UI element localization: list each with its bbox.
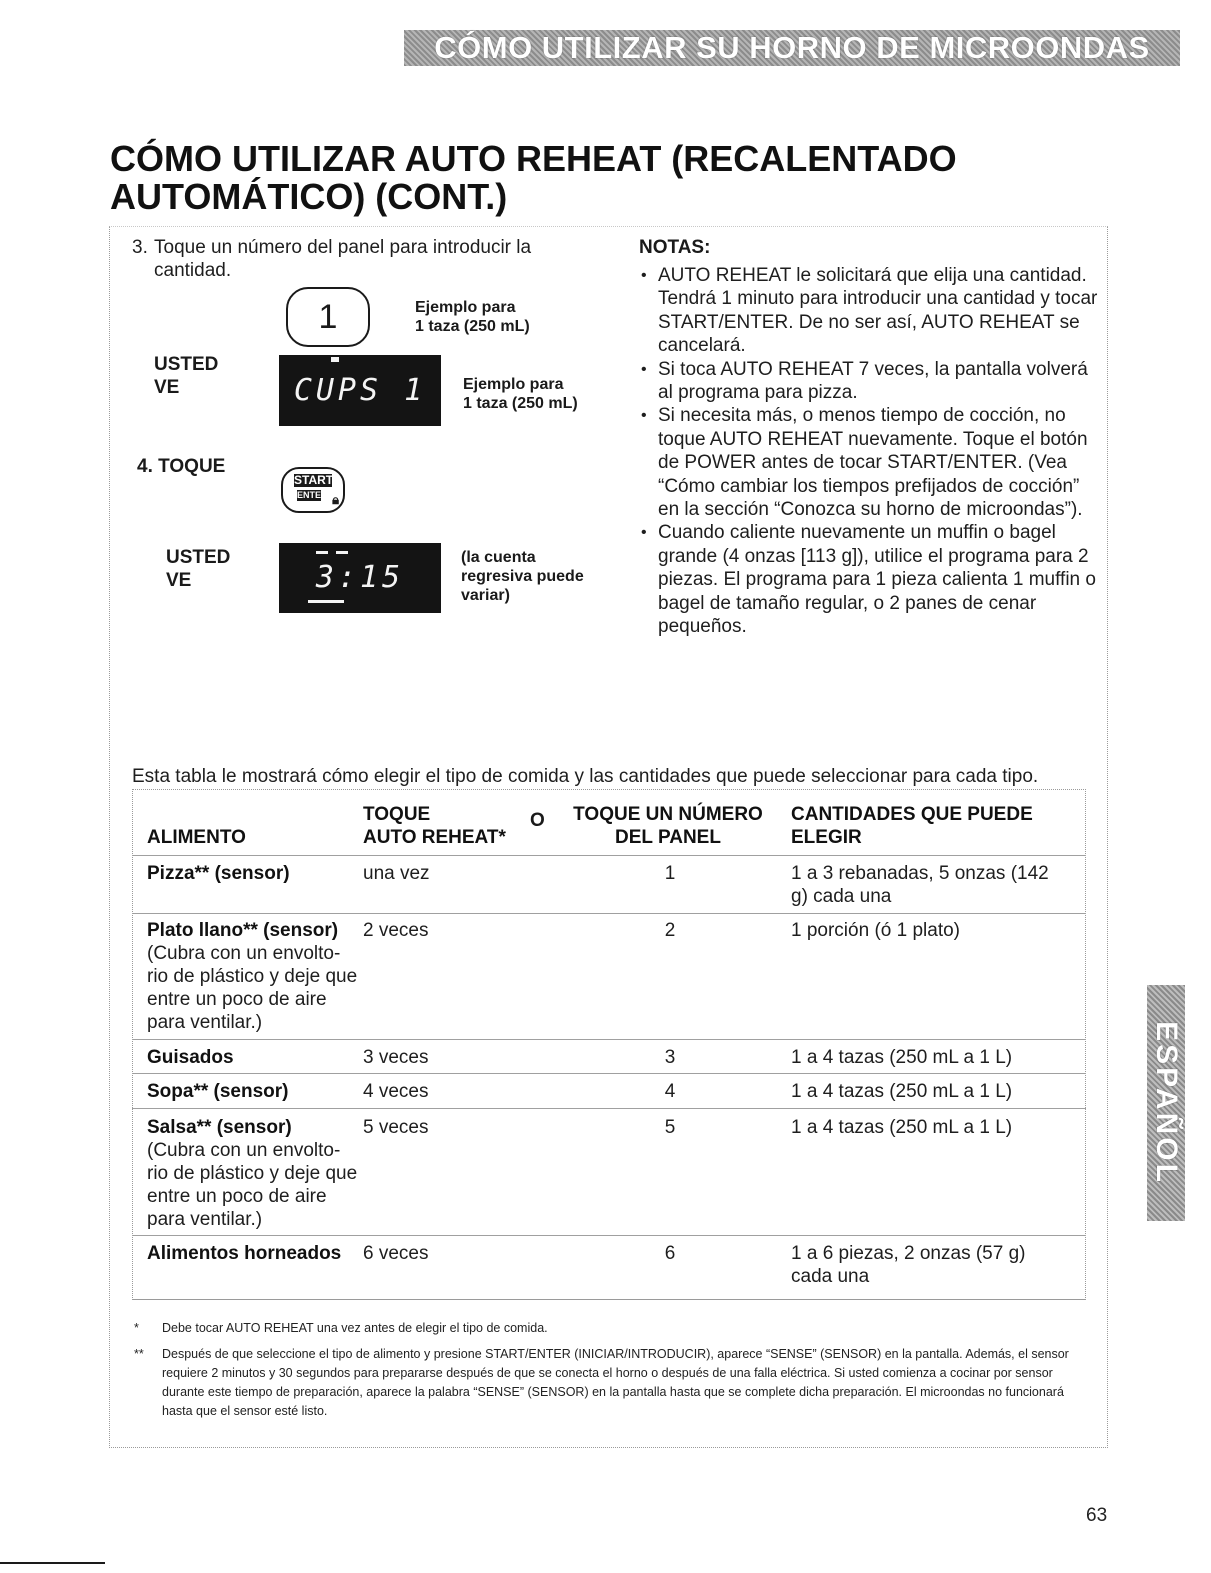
food-name: Plato llano** (sensor)	[147, 920, 339, 941]
step-3-number: 3.	[132, 237, 148, 258]
countdown-caption-line-2: regresiva puede	[461, 568, 584, 585]
touch-count: una vez	[363, 863, 430, 884]
example-caption-1-line-2: 1 taza (250 mL)	[415, 318, 530, 335]
food-note: (Cubra con un envolto- rio de plástico y deje que entre un poco de aire para ventilar.)	[147, 943, 358, 1033]
usted-ve-2-line-1: USTED	[166, 547, 231, 568]
header-number-line-2: DEL PANEL	[615, 827, 721, 848]
start-enter-key	[281, 467, 345, 513]
footer-rule	[0, 1562, 105, 1564]
usted-ve-1-line-2: VE	[154, 377, 180, 398]
display-indicator-4	[308, 600, 344, 603]
quantity: 1 a 4 tazas (250 mL a 1 L)	[791, 1047, 1013, 1068]
header-number-line-1: TOQUE UN NÚMERO	[573, 804, 763, 825]
row-divider	[132, 1039, 1086, 1040]
quantity: 1 a 4 tazas (250 mL a 1 L)	[791, 1117, 1013, 1138]
food-name: Guisados	[147, 1047, 234, 1068]
footnote-2-mark: **	[134, 1347, 144, 1361]
display-cups	[279, 355, 441, 426]
table-intro: Esta tabla le mostrará cómo elegir el tipo de comida y las cantidades que puede seleccionar para cada tipo.	[132, 766, 1039, 787]
notes-heading: NOTAS:	[639, 237, 711, 258]
note-item: • Si toca AUTO REHEAT 7 veces, la pantalla volverá al programa para pizza.	[641, 358, 1101, 405]
panel-number: 2	[664, 920, 676, 941]
panel-number: 5	[664, 1117, 676, 1138]
notes-list	[641, 264, 1101, 639]
touch-count: 6 veces	[363, 1243, 429, 1264]
usted-ve-label-2	[166, 546, 230, 592]
header-quantity-line-2: ELEGIR	[791, 827, 862, 848]
footnote-2	[134, 1345, 1094, 1425]
panel-number: 6	[664, 1243, 676, 1264]
header-food: ALIMENTO	[147, 827, 246, 848]
header-touch-line-1: TOQUE	[363, 804, 431, 825]
page-number: 63	[1086, 1505, 1108, 1526]
example-caption-2	[463, 375, 578, 413]
countdown-caption	[461, 548, 584, 605]
header-quantity	[791, 803, 1033, 849]
header-number	[562, 803, 774, 849]
title-line-1: CÓMO UTILIZAR AUTO REHEAT (RECALENTADO	[110, 138, 957, 179]
header-touch-line-2: AUTO REHEAT*	[363, 827, 506, 848]
step-4-label: 4. TOQUE	[137, 456, 226, 477]
example-caption-1	[415, 298, 530, 336]
footnote-1-text: Debe tocar AUTO REHEAT una vez antes de elegir el tipo de comida.	[162, 1321, 548, 1335]
touch-count: 4 veces	[363, 1081, 429, 1102]
language-side-tab-label: ESPAÑOL	[1150, 1021, 1183, 1185]
display-cups-text: CUPS 1	[293, 373, 427, 408]
display-indicator-1	[331, 357, 339, 362]
quantity: 1 a 6 piezas, 2 onzas (57 g) cada una	[791, 1243, 1026, 1287]
footnote-1-mark: *	[134, 1321, 139, 1335]
example-caption-2-line-1: Ejemplo para	[463, 376, 564, 393]
note-item: • AUTO REHEAT le solicitará que elija una cantidad. Tendrá 1 minuto para introducir una cantidad y tocar START/ENTER. De no ser así, AUTO REHEAT se cancelará.	[641, 264, 1101, 358]
page-title	[110, 140, 1110, 216]
food-note: (Cubra con un envolto- rio de plástico y deje que entre un poco de aire para ventilar.)	[147, 1140, 358, 1230]
food-name: Salsa** (sensor)	[147, 1117, 292, 1138]
quantity: 1 a 3 rebanadas, 5 onzas (142 g) cada una	[791, 863, 1049, 907]
header-or: O	[530, 810, 545, 831]
row-divider	[132, 1073, 1086, 1074]
row-divider	[132, 1108, 1086, 1109]
usted-ve-label-1	[154, 353, 218, 399]
title-line-2: AUTOMÁTICO) (CONT.)	[110, 176, 508, 217]
lock-icon: 🔒︎	[332, 492, 339, 507]
display-countdown	[279, 543, 441, 613]
section-banner: CÓMO UTILIZAR SU HORNO DE MICROONDAS	[404, 30, 1180, 66]
note-item: • Si necesita más, o menos tiempo de cocción, no toque AUTO REHEAT nuevamente. Toque el botón de POWER antes de tocar START/ENTER. (Vea “Cómo cambiar los tiempos prefijados de cocción” en la sección “Conozca su horno de microondas”).	[641, 404, 1101, 521]
display-indicator-3	[336, 551, 348, 554]
row-divider	[132, 1235, 1086, 1236]
header-touch	[363, 803, 506, 849]
touch-count: 2 veces	[363, 920, 429, 941]
start-key-label: START	[294, 473, 334, 487]
row-divider	[132, 855, 1086, 856]
note-item: • Cuando caliente nuevamente un muffin o bagel grande (4 onzas [113 g]), utilice el programa para 2 piezas. El programa para 1 pieza calienta 1 muffin o bagel de tamaño regular, o 2 panes de cenar pequeños.	[641, 521, 1101, 638]
food-name: Sopa** (sensor)	[147, 1081, 289, 1102]
food-name: Alimentos horneados	[147, 1243, 342, 1264]
display-indicator-2	[316, 551, 328, 554]
touch-count: 3 veces	[363, 1047, 429, 1068]
step-3-text: Toque un número del panel para introducir la cantidad.	[154, 237, 532, 281]
display-countdown-text: 3:15	[315, 560, 405, 595]
language-side-tab	[1147, 985, 1185, 1221]
quantity: 1 a 4 tazas (250 mL a 1 L)	[791, 1081, 1013, 1102]
touch-count: 5 veces	[363, 1117, 429, 1138]
panel-number: 4	[664, 1081, 676, 1102]
panel-number: 3	[664, 1047, 676, 1068]
panel-number: 1	[664, 863, 676, 884]
usted-ve-2-line-2: VE	[166, 570, 192, 591]
example-caption-1-line-1: Ejemplo para	[415, 299, 516, 316]
countdown-caption-line-3: variar)	[461, 587, 510, 604]
row-divider	[132, 913, 1086, 914]
footnote-2-text: Después de que seleccione el tipo de alimento y presione START/ENTER (INICIAR/INTRODUCIR), aparece “SENSE” (SENSOR) en la pantalla. Además, el sensor requiere 2 minutos y 30 segundos para prepararse después de que se conecta el horno o después de una falla eléctrica. Si usted comienza a cocinar por sensor durante este tiempo de preparación, aparece la palabra “SENSE” (SENSOR) en la pantalla hasta que se complete dicha preparación. El microondas no funcionará hasta que el sensor esté listo.	[162, 1347, 1069, 1418]
header-quantity-line-1: CANTIDADES QUE PUEDE	[791, 804, 1033, 825]
enter-key-label: ENTER	[297, 490, 328, 500]
quantity: 1 porción (ó 1 plato)	[791, 920, 960, 941]
food-name: Pizza** (sensor)	[147, 863, 290, 884]
example-caption-2-line-2: 1 taza (250 mL)	[463, 395, 578, 412]
countdown-caption-line-1: (la cuenta	[461, 549, 536, 566]
usted-ve-1-line-1: USTED	[154, 354, 219, 375]
footnote-1	[134, 1319, 1094, 1339]
number-key-1: 1	[286, 287, 370, 347]
